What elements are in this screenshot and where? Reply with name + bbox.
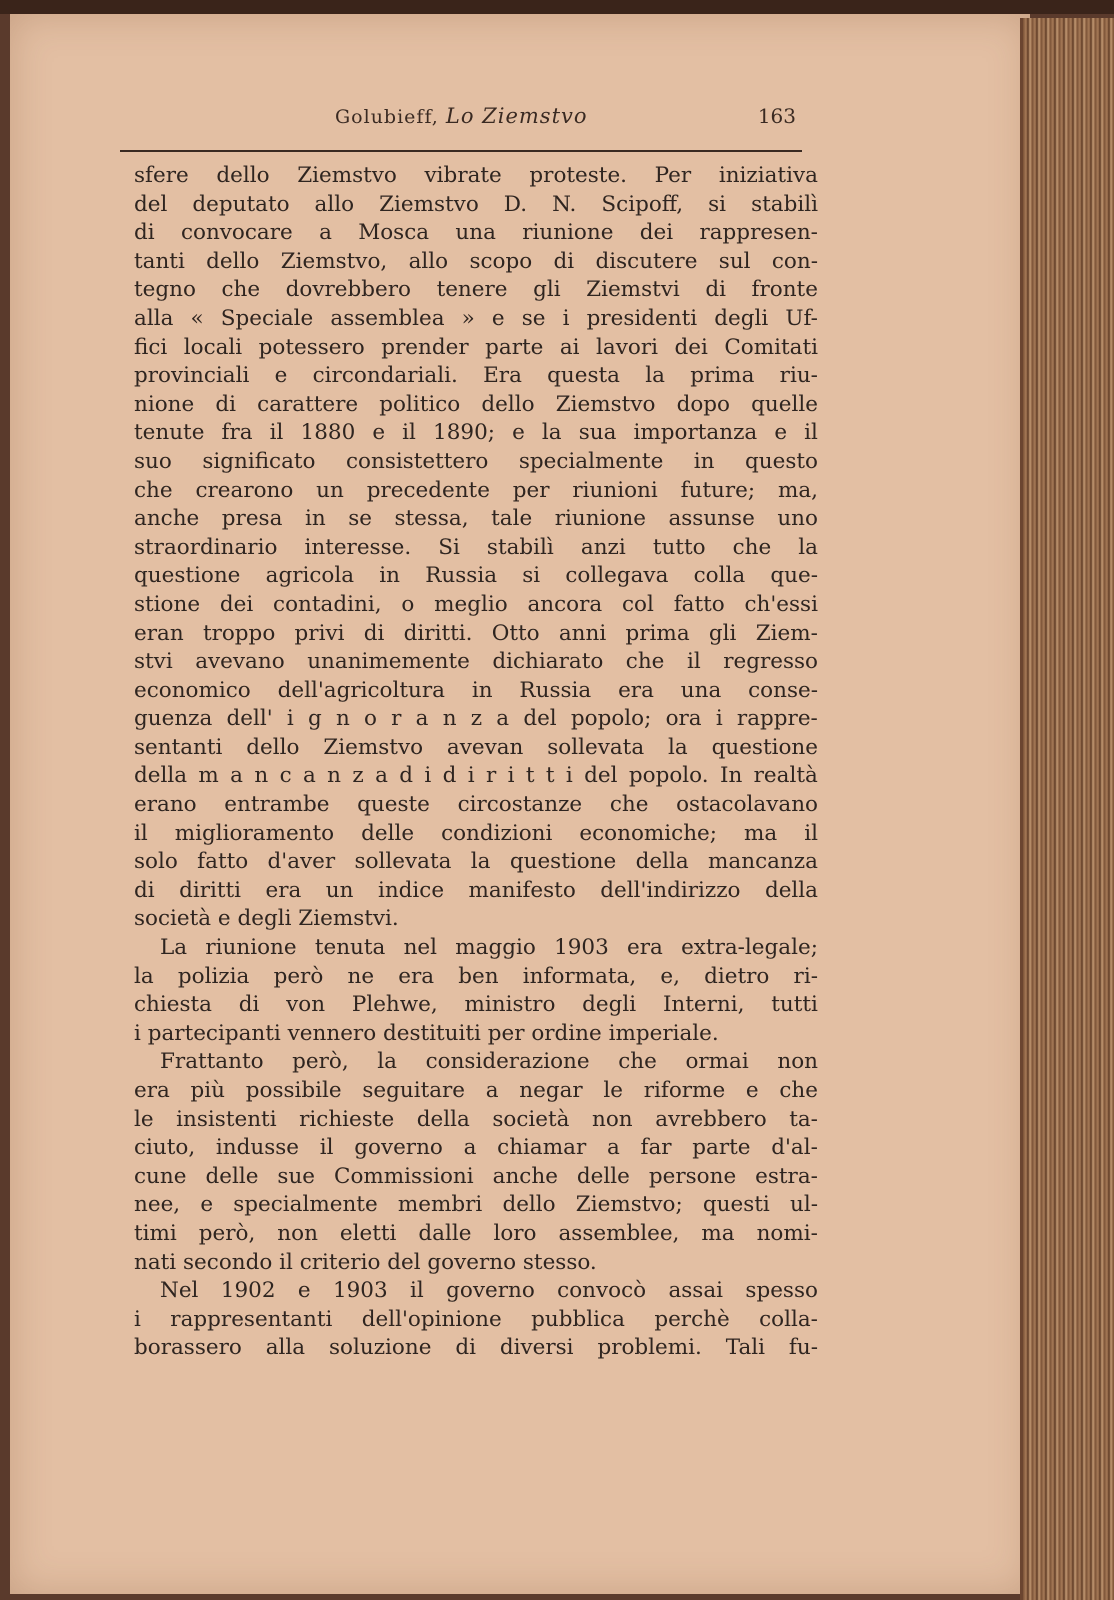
text-line: Nel 1902 e 1903 il governo convocò assai spesso bbox=[160, 1278, 818, 1304]
text-line: i rappresentanti dell'opinione pubblica perchè colla- bbox=[134, 1306, 818, 1332]
text-line: questione agricola in Russia si collegava colla que- bbox=[134, 563, 818, 589]
text-line: La riunione tenuta nel maggio 1903 era extra-legale; bbox=[160, 935, 818, 961]
text-line: che crearono un precedente per riunioni future; ma, bbox=[134, 477, 818, 503]
text-line: tegno che dovrebbero tenere gli Ziemstvi di fronte bbox=[134, 277, 818, 303]
text-line: della m a n c a n z a d i d i r i t t i del popolo. In realtà bbox=[134, 763, 818, 789]
text-line: nati secondo il criterio del governo stesso. bbox=[134, 1249, 597, 1275]
text-line: di diritti era un indice manifesto dell'indirizzo della bbox=[134, 877, 818, 903]
text-line: anche presa in se stessa, tale riunione assunse uno bbox=[134, 506, 818, 532]
running-head-author-title bbox=[335, 104, 588, 128]
text-line: guenza dell' i g n o r a n z a del popolo; ora i rappre- bbox=[134, 706, 818, 732]
text-line: del deputato allo Ziemstvo D. N. Scipoff, si stabilì bbox=[134, 191, 818, 217]
text-line: tanti dello Ziemstvo, allo scopo di discutere sul con- bbox=[134, 248, 818, 274]
text-line: suo significato consistettero specialmente in questo bbox=[134, 448, 818, 474]
text-line: sentanti dello Ziemstvo avevan sollevata la questione bbox=[134, 734, 818, 760]
text-line: chiesta di von Plehwe, ministro degli Interni, tutti bbox=[134, 992, 818, 1018]
text-line: tenute fra il 1880 e il 1890; e la sua importanza e il bbox=[134, 420, 818, 446]
text-line: timi però, non eletti dalle loro assemblee, ma nomi- bbox=[134, 1220, 818, 1246]
text-line: provinciali e circondariali. Era questa la prima riu- bbox=[134, 363, 818, 389]
text-line: sfere dello Ziemstvo vibrate proteste. Per iniziativa bbox=[134, 163, 818, 188]
text-line: il miglioramento delle condizioni economiche; ma il bbox=[134, 820, 818, 846]
text-line: fici locali potessero prender parte ai lavori dei Comitati bbox=[134, 334, 818, 360]
text-line: eran troppo privi di diritti. Otto anni prima gli Ziem- bbox=[134, 620, 818, 646]
text-line: i partecipanti vennero destituiti per ordine imperiale. bbox=[134, 1020, 719, 1046]
page-number: 163 bbox=[757, 104, 796, 128]
text-line: alla « Speciale assemblea » e se i presidenti degli Uf- bbox=[134, 305, 818, 331]
text-line: borassero alla soluzione di diversi problemi. Tali fu- bbox=[134, 1335, 818, 1361]
text-line: straordinario interesse. Si stabilì anzi tutto che la bbox=[134, 534, 818, 560]
body-text bbox=[134, 162, 818, 1363]
top-shadow-strip bbox=[0, 0, 1114, 14]
text-line: ciuto, indusse il governo a chiamar a far parte d'al- bbox=[134, 1135, 818, 1161]
author-name: Golubieff, bbox=[335, 106, 439, 128]
header-rule bbox=[120, 150, 802, 152]
text-line: di convocare a Mosca una riunione dei rappresen- bbox=[134, 220, 818, 246]
text-line: solo fatto d'aver sollevata la questione della mancanza bbox=[134, 849, 818, 875]
running-head bbox=[130, 98, 820, 138]
text-line: cune delle sue Commissioni anche delle persone estra- bbox=[134, 1163, 818, 1189]
page-stack-edge bbox=[1020, 18, 1114, 1600]
text-line: economico dell'agricoltura in Russia era una conse- bbox=[134, 677, 818, 703]
text-line: erano entrambe queste circostanze che ostacolavano bbox=[134, 792, 818, 818]
text-line: era più possibile seguitare a negar le riforme e che bbox=[134, 1078, 818, 1103]
text-line: nione di carattere politico dello Ziemstvo dopo quelle bbox=[134, 391, 818, 417]
text-line: stvi avevano unanimemente dichiarato che il regresso bbox=[134, 649, 818, 675]
text-line: nee, e specialmente membri dello Ziemstvo; questi ul- bbox=[134, 1192, 818, 1218]
text-line: Frattanto però, la considerazione che ormai non bbox=[160, 1049, 818, 1075]
text-line: stione dei contadini, o meglio ancora col fatto ch'essi bbox=[134, 591, 818, 617]
text-line: società e degli Ziemstvi. bbox=[134, 906, 399, 932]
text-line: le insistenti richieste della società non avrebbero ta- bbox=[134, 1106, 818, 1132]
text-line: la polizia però ne era ben informata, e, dietro ri- bbox=[134, 963, 818, 989]
book-title: Lo Ziemstvo bbox=[445, 104, 588, 128]
